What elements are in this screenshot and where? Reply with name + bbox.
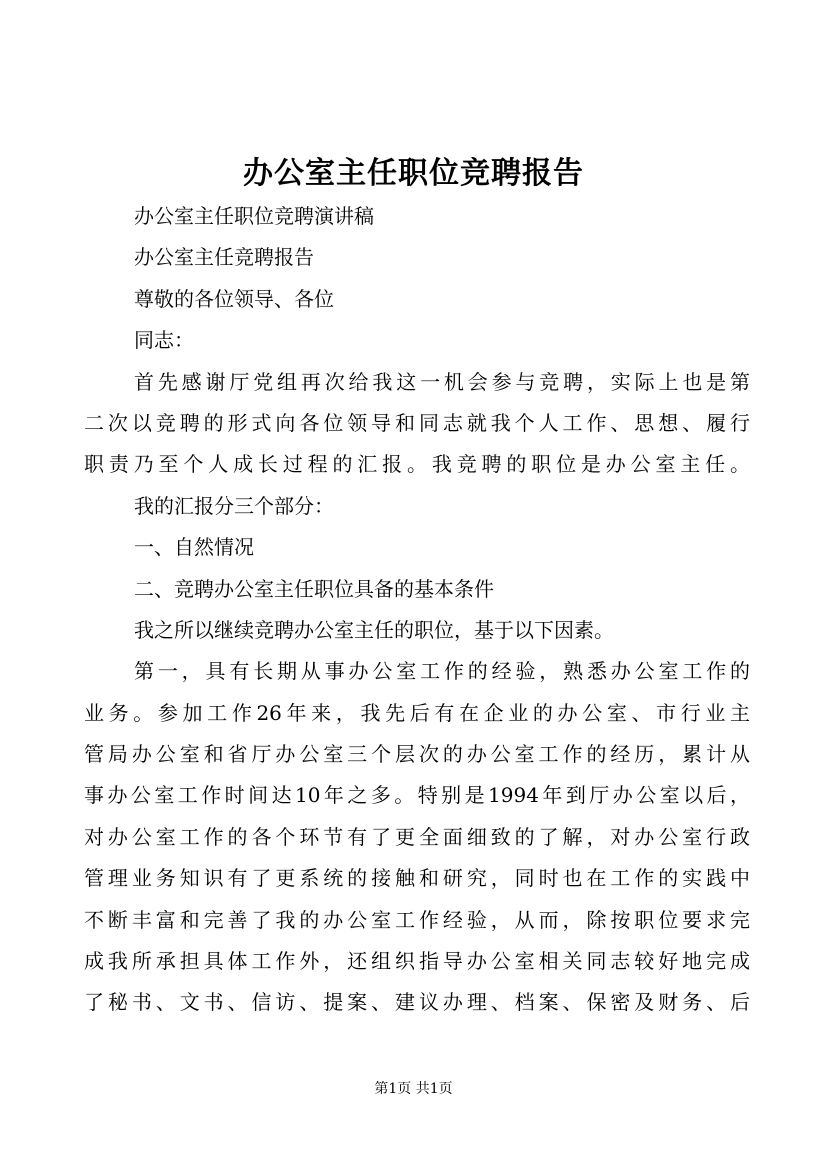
page-footer: 第1页 共1页 <box>374 1081 453 1097</box>
text-line: 对办公室工作的各个环节有了更全面细致的了解，对办公室行政 <box>84 824 750 849</box>
text-line: 二次以竞聘的形式向各位领导和同志就我个人工作、思想、履行 <box>84 410 750 435</box>
text-line: 办公室主任职位竞聘演讲稿 <box>134 204 374 228</box>
text-line: 我之所以继续竞聘办公室主任的职位，基于以下因素。 <box>134 617 614 642</box>
text-line: 职责乃至个人成长过程的汇报。我竞聘的职位是办公室主任。 <box>84 452 750 477</box>
text-line: 管理业务知识有了更系统的接触和研究，同时也在工作的实践中 <box>84 866 750 891</box>
text-line: 尊敬的各位领导、各位 <box>134 286 334 311</box>
text-line: 事办公室工作时间达10年之多。特别是1994年到厅办公室以后， <box>84 783 750 808</box>
text-line: 办公室主任竞聘报告 <box>134 245 314 270</box>
document-body <box>84 196 750 1024</box>
text-line: 不断丰富和完善了我的办公室工作经验，从而，除按职位要求完 <box>84 907 750 932</box>
text-line: 第一，具有长期从事办公室工作的经验，熟悉办公室工作的 <box>134 659 750 684</box>
text-line: 一、自然情况 <box>134 535 254 560</box>
text-line: 二、竞聘办公室主任职位具备的基本条件 <box>134 576 494 601</box>
text-line: 了秘书、文书、信访、提案、建议办理、档案、保密及财务、后 <box>84 990 750 1015</box>
text-line: 成我所承担具体工作外，还组织指导办公室相关同志较好地完成 <box>84 949 750 974</box>
text-line: 业务。参加工作26年来，我先后有在企业的办公室、市行业主 <box>84 700 750 725</box>
text-line: 管局办公室和省厅办公室三个层次的办公室工作的经历，累计从 <box>84 742 750 767</box>
document-title: 办公室主任职位竞聘报告 <box>243 156 584 191</box>
text-line: 首先感谢厅党组再次给我这一机会参与竞聘，实际上也是第 <box>134 369 750 394</box>
text-line: 同志： <box>134 328 194 353</box>
text-line: 我的汇报分三个部分： <box>134 493 334 518</box>
